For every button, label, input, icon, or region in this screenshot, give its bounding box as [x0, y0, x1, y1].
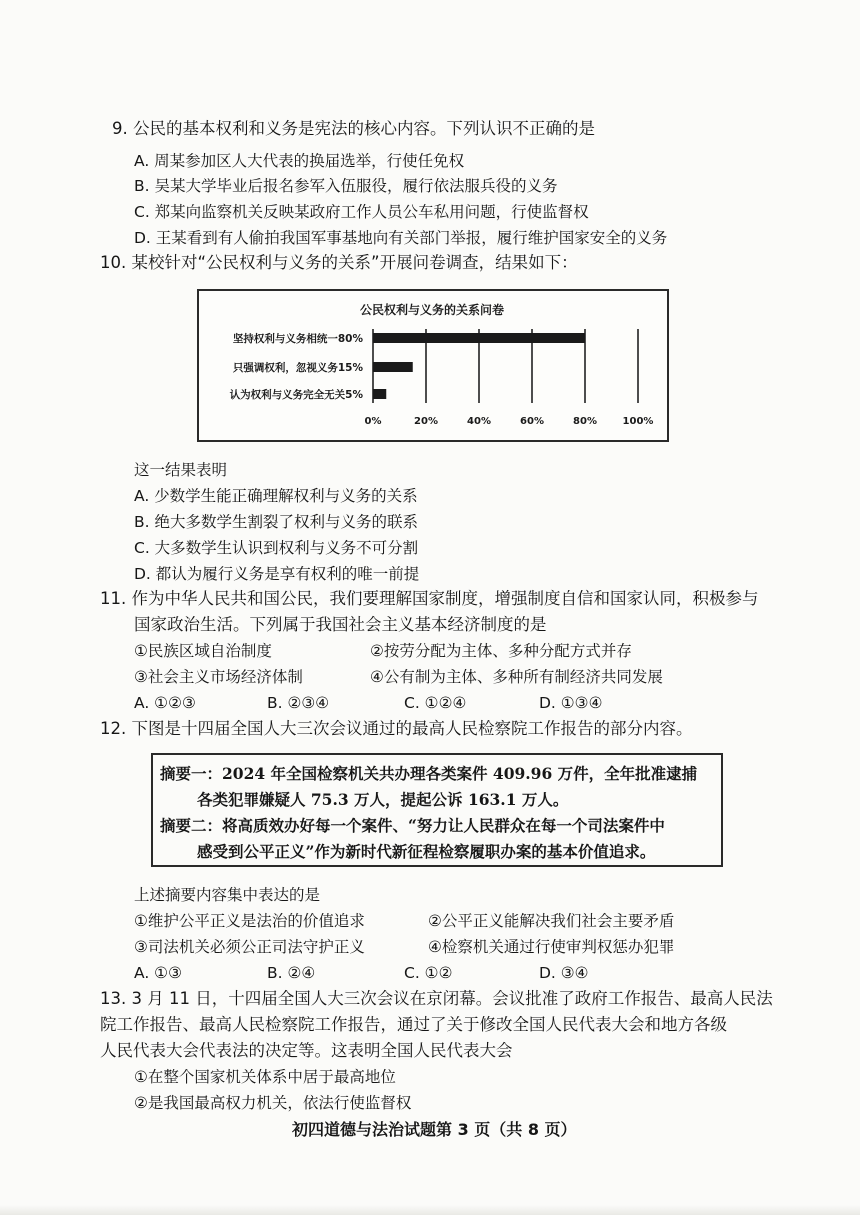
chart-category-label: 坚持权利与义务相统一80% — [232, 333, 363, 345]
chart-bar — [373, 362, 413, 372]
q12-lead: 上述摘要内容集中表达的是 — [134, 886, 321, 904]
q11-stem-line1: 11. 作为中华人民共和国公民，我们要理解国家制度，增强制度自信和国家认同，积极参与 — [100, 589, 759, 608]
q11-item-3: ③社会主义市场经济体制 — [134, 668, 303, 686]
survey-chart-svg — [199, 291, 667, 440]
q12-item-2: ②公平正义能解决我们社会主要矛盾 — [428, 912, 675, 930]
q11-choice-c: C. ①②④ — [404, 694, 467, 712]
q12-choice-b: B. ②④ — [267, 964, 316, 982]
chart-category-label: 认为权利与义务完全无关5% — [229, 389, 363, 401]
q10-option-c: C. 大多数学生认识到权利与义务不可分割 — [134, 539, 419, 557]
q9-option-d: D. 王某看到有人偷拍我国军事基地向有关部门举报，履行维护国家安全的义务 — [134, 229, 668, 247]
q12-excerpt-line3: 摘要二：将高质效办好每一个案件、“努力让人民群众在每一个司法案件中 — [160, 816, 665, 835]
q13-stem-line3: 人民代表大会代表法的决定等。这表明全国人民代表大会 — [100, 1041, 513, 1060]
q11-choice-d: D. ①③④ — [539, 694, 603, 712]
q12-item-3: ③司法机关必须公正司法守护正义 — [134, 938, 365, 956]
chart-bar — [373, 389, 386, 399]
scan-edge — [0, 1205, 860, 1215]
q10-option-b: B. 绝大多数学生割裂了权利与义务的联系 — [134, 513, 418, 531]
q12-choice-a: A. ①③ — [134, 964, 182, 982]
q13-item-2: ②是我国最高权力机关，依法行使监督权 — [134, 1094, 412, 1112]
q11-item-1: ①民族区域自治制度 — [134, 642, 272, 660]
q9-option-a: A. 周某参加区人大代表的换届选举，行使任免权 — [134, 152, 465, 170]
q10-option-a: A. 少数学生能正确理解权利与义务的关系 — [134, 487, 418, 505]
q10-option-d: D. 都认为履行义务是享有权利的唯一前提 — [134, 565, 420, 583]
q11-item-2: ②按劳分配为主体、多种分配方式并存 — [370, 642, 632, 660]
q11-choice-a: A. ①②③ — [134, 694, 196, 712]
q12-item-1: ①维护公平正义是法治的价值追求 — [134, 912, 365, 930]
q13-item-1: ①在整个国家机关体系中居于最高地位 — [134, 1068, 396, 1086]
chart-bar — [373, 333, 585, 343]
q12-choice-c: C. ①② — [404, 964, 453, 982]
q9-option-b: B. 吴某大学毕业后报名参军入伍服役，履行依法服兵役的义务 — [134, 177, 558, 195]
q12-excerpt-line2: 各类犯罪嫌疑人 75.3 万人，提起公诉 163.1 万人。 — [197, 790, 569, 809]
q12-choice-d: D. ③④ — [539, 964, 589, 982]
chart-x-tick-label: 0% — [364, 416, 382, 427]
q9-stem: 9. 公民的基本权利和义务是宪法的核心内容。下列认识不正确的是 — [112, 119, 595, 138]
q10-stem: 10. 某校针对“公民权利与义务的关系”开展问卷调查，结果如下： — [100, 253, 578, 272]
q12-excerpt-line4: 感受到公平正义”作为新时代新征程检察履职办案的基本价值追求。 — [197, 842, 656, 861]
chart-x-tick-label: 80% — [573, 416, 597, 427]
q12-stem: 12. 下图是十四届全国人大三次会议通过的最高人民检察院工作报告的部分内容。 — [100, 719, 693, 738]
chart-x-tick-label: 100% — [622, 416, 654, 427]
q12-excerpt-line1: 摘要一：2024 年全国检察机关共办理各类案件 409.96 万件，全年批准逮捕 — [160, 764, 698, 783]
q11-choice-b: B. ②③④ — [267, 694, 330, 712]
chart-category-label: 只强调权利，忽视义务15% — [232, 362, 363, 374]
page-footer: 初四道德与法治试题第 3 页（共 8 页） — [292, 1120, 577, 1139]
q12-item-4: ④检察机关通过行使审判权惩办犯罪 — [428, 938, 675, 956]
chart-x-tick-label: 20% — [414, 416, 438, 427]
q10-conclusion-lead: 这一结果表明 — [134, 461, 228, 479]
q9-option-c: C. 郑某向监察机关反映某政府工作人员公车私用问题，行使监督权 — [134, 203, 589, 221]
q13-stem-line2: 院工作报告、最高人民检察院工作报告，通过了关于修改全国人民代表大会和地方各级 — [100, 1015, 727, 1034]
q11-item-4: ④公有制为主体、多种所有制经济共同发展 — [370, 668, 663, 686]
chart-x-tick-label: 60% — [520, 416, 544, 427]
chart-x-tick-label: 40% — [467, 416, 491, 427]
q11-stem-line2: 国家政治生活。下列属于我国社会主义基本经济制度的是 — [134, 615, 547, 634]
chart-title: 公民权利与义务的关系问卷 — [359, 303, 505, 317]
survey-chart — [197, 289, 669, 442]
q13-stem-line1: 13. 3 月 11 日，十四届全国人大三次会议在京闭幕。会议批准了政府工作报告、最高人民法 — [100, 989, 773, 1008]
